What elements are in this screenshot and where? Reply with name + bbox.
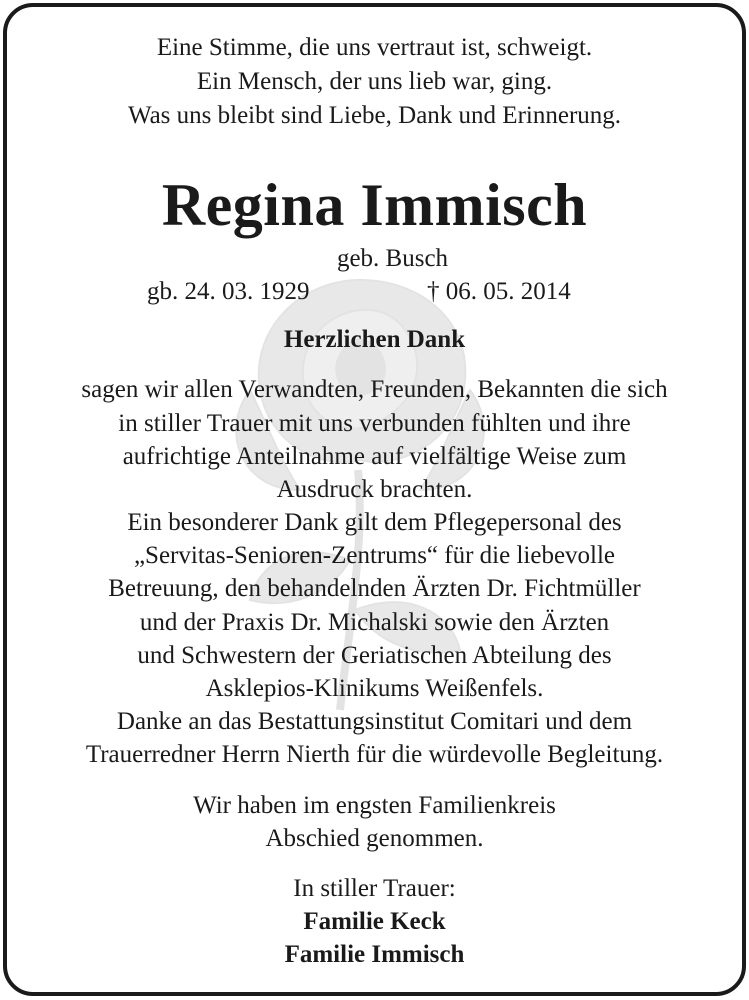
family-name: Familie Keck — [303, 908, 446, 935]
birth-date: gb. 24. 03. 1929 — [147, 278, 310, 305]
death-date: † 06. 05. 2014 — [427, 278, 571, 305]
signature-intro: In stiller Trauer: — [293, 875, 456, 902]
body-line: in stiller Trauer mit uns verbunden fühlten und ihre — [118, 410, 631, 437]
body-line: und der Praxis Dr. Michalski sowie den Ärzten — [139, 609, 610, 636]
thanks-heading: Herzlichen Dank — [283, 326, 466, 353]
maiden-name: geb. Busch — [336, 245, 449, 272]
body-line: Ausdruck brachten. — [276, 476, 473, 503]
body-line: aufrichtige Anteilnahme auf vielfältige Weise zum — [122, 443, 627, 470]
farewell-line: Wir haben im engsten Familienkreis — [193, 792, 556, 819]
body-line: Ein besonderer Dank gilt dem Pflegepersonal des — [127, 509, 622, 536]
body-line: Betreuung, den behandelnden Ärzten Dr. Fichtmüller — [108, 575, 641, 602]
farewell-line: Abschied genommen. — [265, 825, 484, 852]
poem-line: Was uns bleibt sind Liebe, Dank und Erinnerung. — [127, 102, 622, 129]
body-line: Danke an das Bestattungsinstitut Comitari und dem — [116, 708, 633, 735]
poem-line: Ein Mensch, der uns lieb war, ging. — [196, 68, 553, 95]
body-line: und Schwestern der Geriatischen Abteilung des — [137, 642, 612, 669]
body-line: „Servitas-Senioren-Zentrums“ für die liebevolle — [133, 542, 616, 569]
body-line: Trauerredner Herrn Nierth für die würdevolle Begleitung. — [85, 741, 664, 768]
deceased-name: Regina Immisch — [161, 172, 588, 238]
body-line: Asklepios-Klinikums Weißenfels. — [205, 675, 544, 702]
family-name: Familie Immisch — [284, 941, 465, 968]
poem-line: Eine Stimme, die uns vertraut ist, schweigt. — [156, 34, 593, 61]
body-line: sagen wir allen Verwandten, Freunden, Bekannten die sich — [81, 376, 668, 403]
